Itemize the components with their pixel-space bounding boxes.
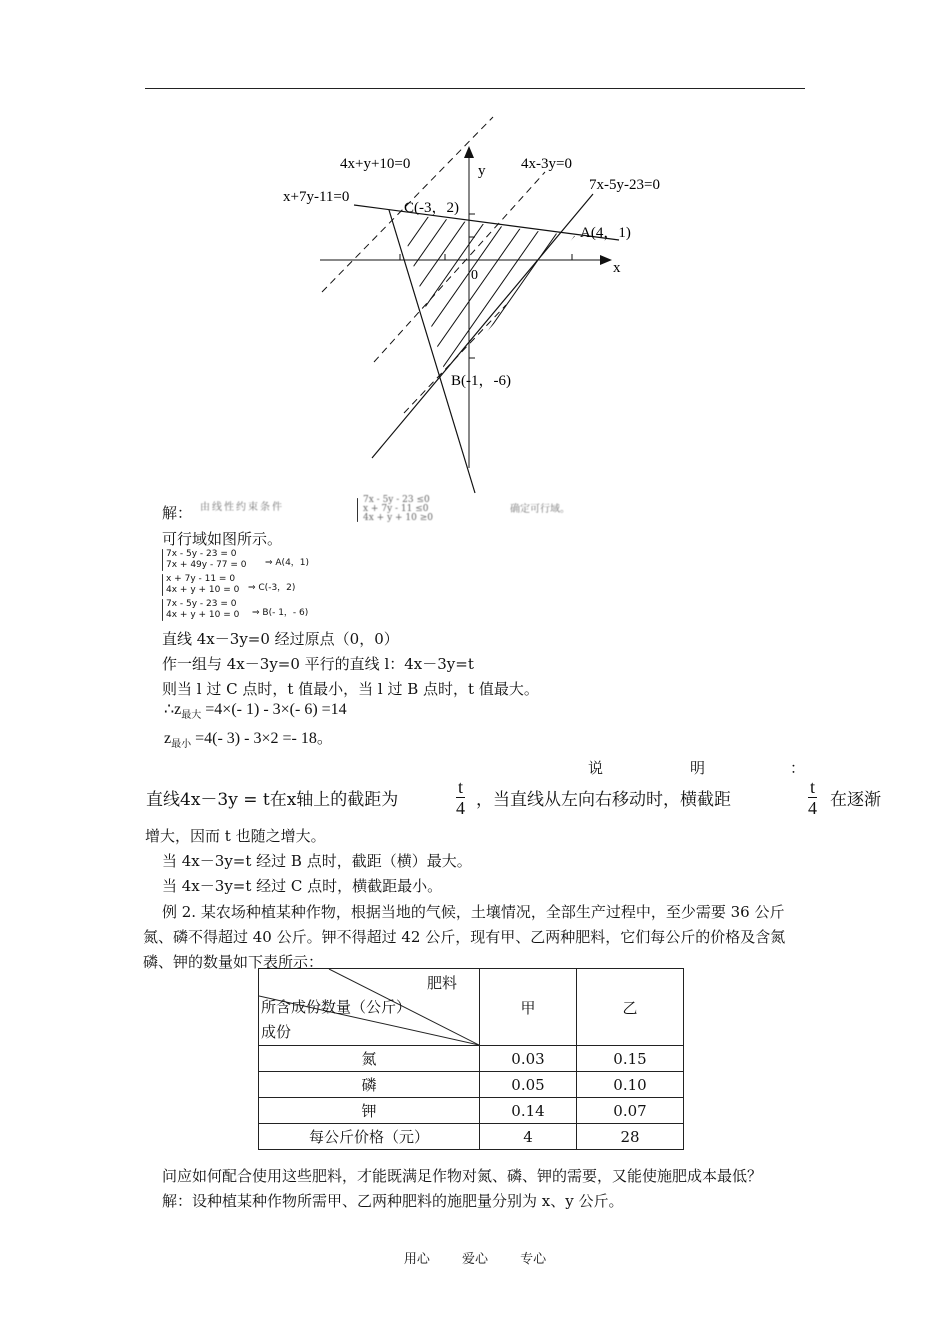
header-component: 成份: [261, 1023, 292, 1041]
dashed-line-middle: [374, 172, 545, 362]
system-3-result: ⇒ B(- 1，- 6): [252, 608, 309, 618]
example-2-paragraph: 例 2. 某农场种植某种作物，根据当地的气候，土壤情况，全部生产过程中，至少需要 36 公斤氮、磷不得超过 40 公斤。钾不得超过 42 公斤，现有甲、乙两种肥料，它们每公斤的价格及含氮磷、钾的数量如下表所示：: [143, 903, 786, 971]
x-axis-arrow: [600, 255, 612, 265]
row-name: 氮: [259, 1046, 480, 1072]
row-value-jia: 0.14: [480, 1098, 577, 1124]
row-value-yi: 0.10: [577, 1072, 684, 1098]
col-header-jia: 甲: [480, 969, 577, 1046]
system-1: 7x - 5y - 23 = 0 7x + 49y - 77 = 0: [166, 549, 247, 570]
row-value-yi: 0.15: [577, 1046, 684, 1072]
line-7x-5y-23: [372, 194, 593, 458]
row-name: 钾: [259, 1098, 480, 1124]
parallel-lines-text: 作一组与 4x－3y=0 平行的直线 l：4x－3y=t: [162, 655, 474, 673]
question-text: 问应如何配合使用这些肥料，才能既满足作物对氮、磷、钾的需要，又能使施肥成本最低？: [162, 1167, 763, 1185]
fraction-t-over-4-b: $\frac{t}{4}$: [808, 777, 817, 818]
c-min-text: 当 4x－3y=t 经过 C 点时，横截距最小。: [162, 877, 443, 895]
z-max-expression: $\therefore z_{最大} =4\times(-$ 1) - 3×(- 6) =14: [164, 701, 347, 722]
row-value-yi: 28: [577, 1124, 684, 1150]
label-point-c: C(-3，2): [404, 200, 459, 216]
label-point-b: B(-1，-6): [451, 373, 511, 389]
page-footer: 用心 爱心 专心: [403, 1252, 547, 1267]
fraction-t-over-4: $\frac{t}{4}$: [456, 777, 465, 818]
t-increases-text: 增大，因而 t 也随之增大。: [145, 827, 326, 845]
row-value-jia: 0.03: [480, 1046, 577, 1072]
label-point-a: A(4，1): [580, 225, 631, 241]
feasible-region-graph: [0, 0, 950, 500]
label-x-axis: x: [613, 260, 621, 276]
move-right-text: ，当直线从左向右移动时，横截距: [476, 790, 731, 810]
system-1-result: ⇒ A(4，1): [265, 558, 310, 568]
t-min-max-text: 则当 l 过 C 点时，t 值最小，当 l 过 B 点时，t 值最大。: [162, 680, 539, 698]
system-2: x + 7y - 11 = 0 4x + y + 10 = 0: [166, 574, 240, 595]
label-7x-5y-23: 7x-5y-23=0: [589, 177, 660, 193]
row-value-jia: 0.05: [480, 1072, 577, 1098]
b-max-text: 当 4x－3y=t 经过 B 点时，截距（横）最大。: [162, 852, 472, 870]
brace: [357, 498, 358, 522]
label-y-axis: y: [478, 163, 486, 179]
table-row: [259, 1072, 684, 1098]
brace: [162, 574, 163, 596]
explain-label-3: ：: [790, 759, 806, 777]
diagonal-header-cell: [259, 969, 480, 1046]
line-through-origin: 直线 4x－3y=0 经过原点（0，0）: [162, 630, 399, 648]
z-min-expression: $z_{最小} =4(-$ 3) - 3×2 =- 18。: [164, 730, 333, 751]
label-origin: 0: [471, 268, 478, 283]
blurred-constraint-system: 7x - 5y - 23 ≤0 x + 7y - 11 ≤0 4x + y + 10 ≥0: [363, 495, 433, 523]
table-row: [259, 1046, 684, 1072]
header-content-amount: 所含成份数量（公斤）: [261, 998, 412, 1016]
row-value-jia: 4: [480, 1124, 577, 1150]
intercept-text: 直线4x－3y = t在x轴上的截距为: [146, 790, 399, 810]
system-2-result: ⇒ C(-3，2): [248, 583, 296, 593]
brace: [162, 599, 163, 621]
feasible-text: 可行域如图所示。: [162, 530, 283, 548]
blurred-constraint-suffix: 确定可行域。: [510, 504, 570, 515]
label-4x-3y: 4x-3y=0: [521, 156, 572, 172]
solution-jie: 解：: [162, 504, 193, 522]
row-value-yi: 0.07: [577, 1098, 684, 1124]
system-3: 7x - 5y - 23 = 0 4x + y + 10 = 0: [166, 599, 240, 620]
table-row: [259, 1124, 684, 1150]
explain-label-1: 说: [588, 759, 604, 777]
brace: [162, 549, 163, 571]
row-name: 每公斤价格（元）: [259, 1124, 480, 1150]
fertilizer-table: [258, 968, 684, 1150]
row-name: 磷: [259, 1072, 480, 1098]
gradually-text: 在逐渐: [830, 790, 881, 810]
blurred-constraint-prefix: 由线性约束条件: [200, 502, 284, 513]
table-row: [259, 1098, 684, 1124]
col-header-yi: 乙: [577, 969, 684, 1046]
header-fertilizer: 肥料: [426, 974, 457, 992]
label-x+7y-11: x+7y-11=0: [283, 189, 350, 205]
y-axis-arrow: [464, 146, 474, 158]
answer-text: 解：设种植某种作物所需甲、乙两种肥料的施肥量分别为 x、y 公斤。: [162, 1192, 624, 1210]
label-4x+y+10: 4x+y+10=0: [340, 156, 411, 172]
explain-label-2: 明: [690, 759, 706, 777]
